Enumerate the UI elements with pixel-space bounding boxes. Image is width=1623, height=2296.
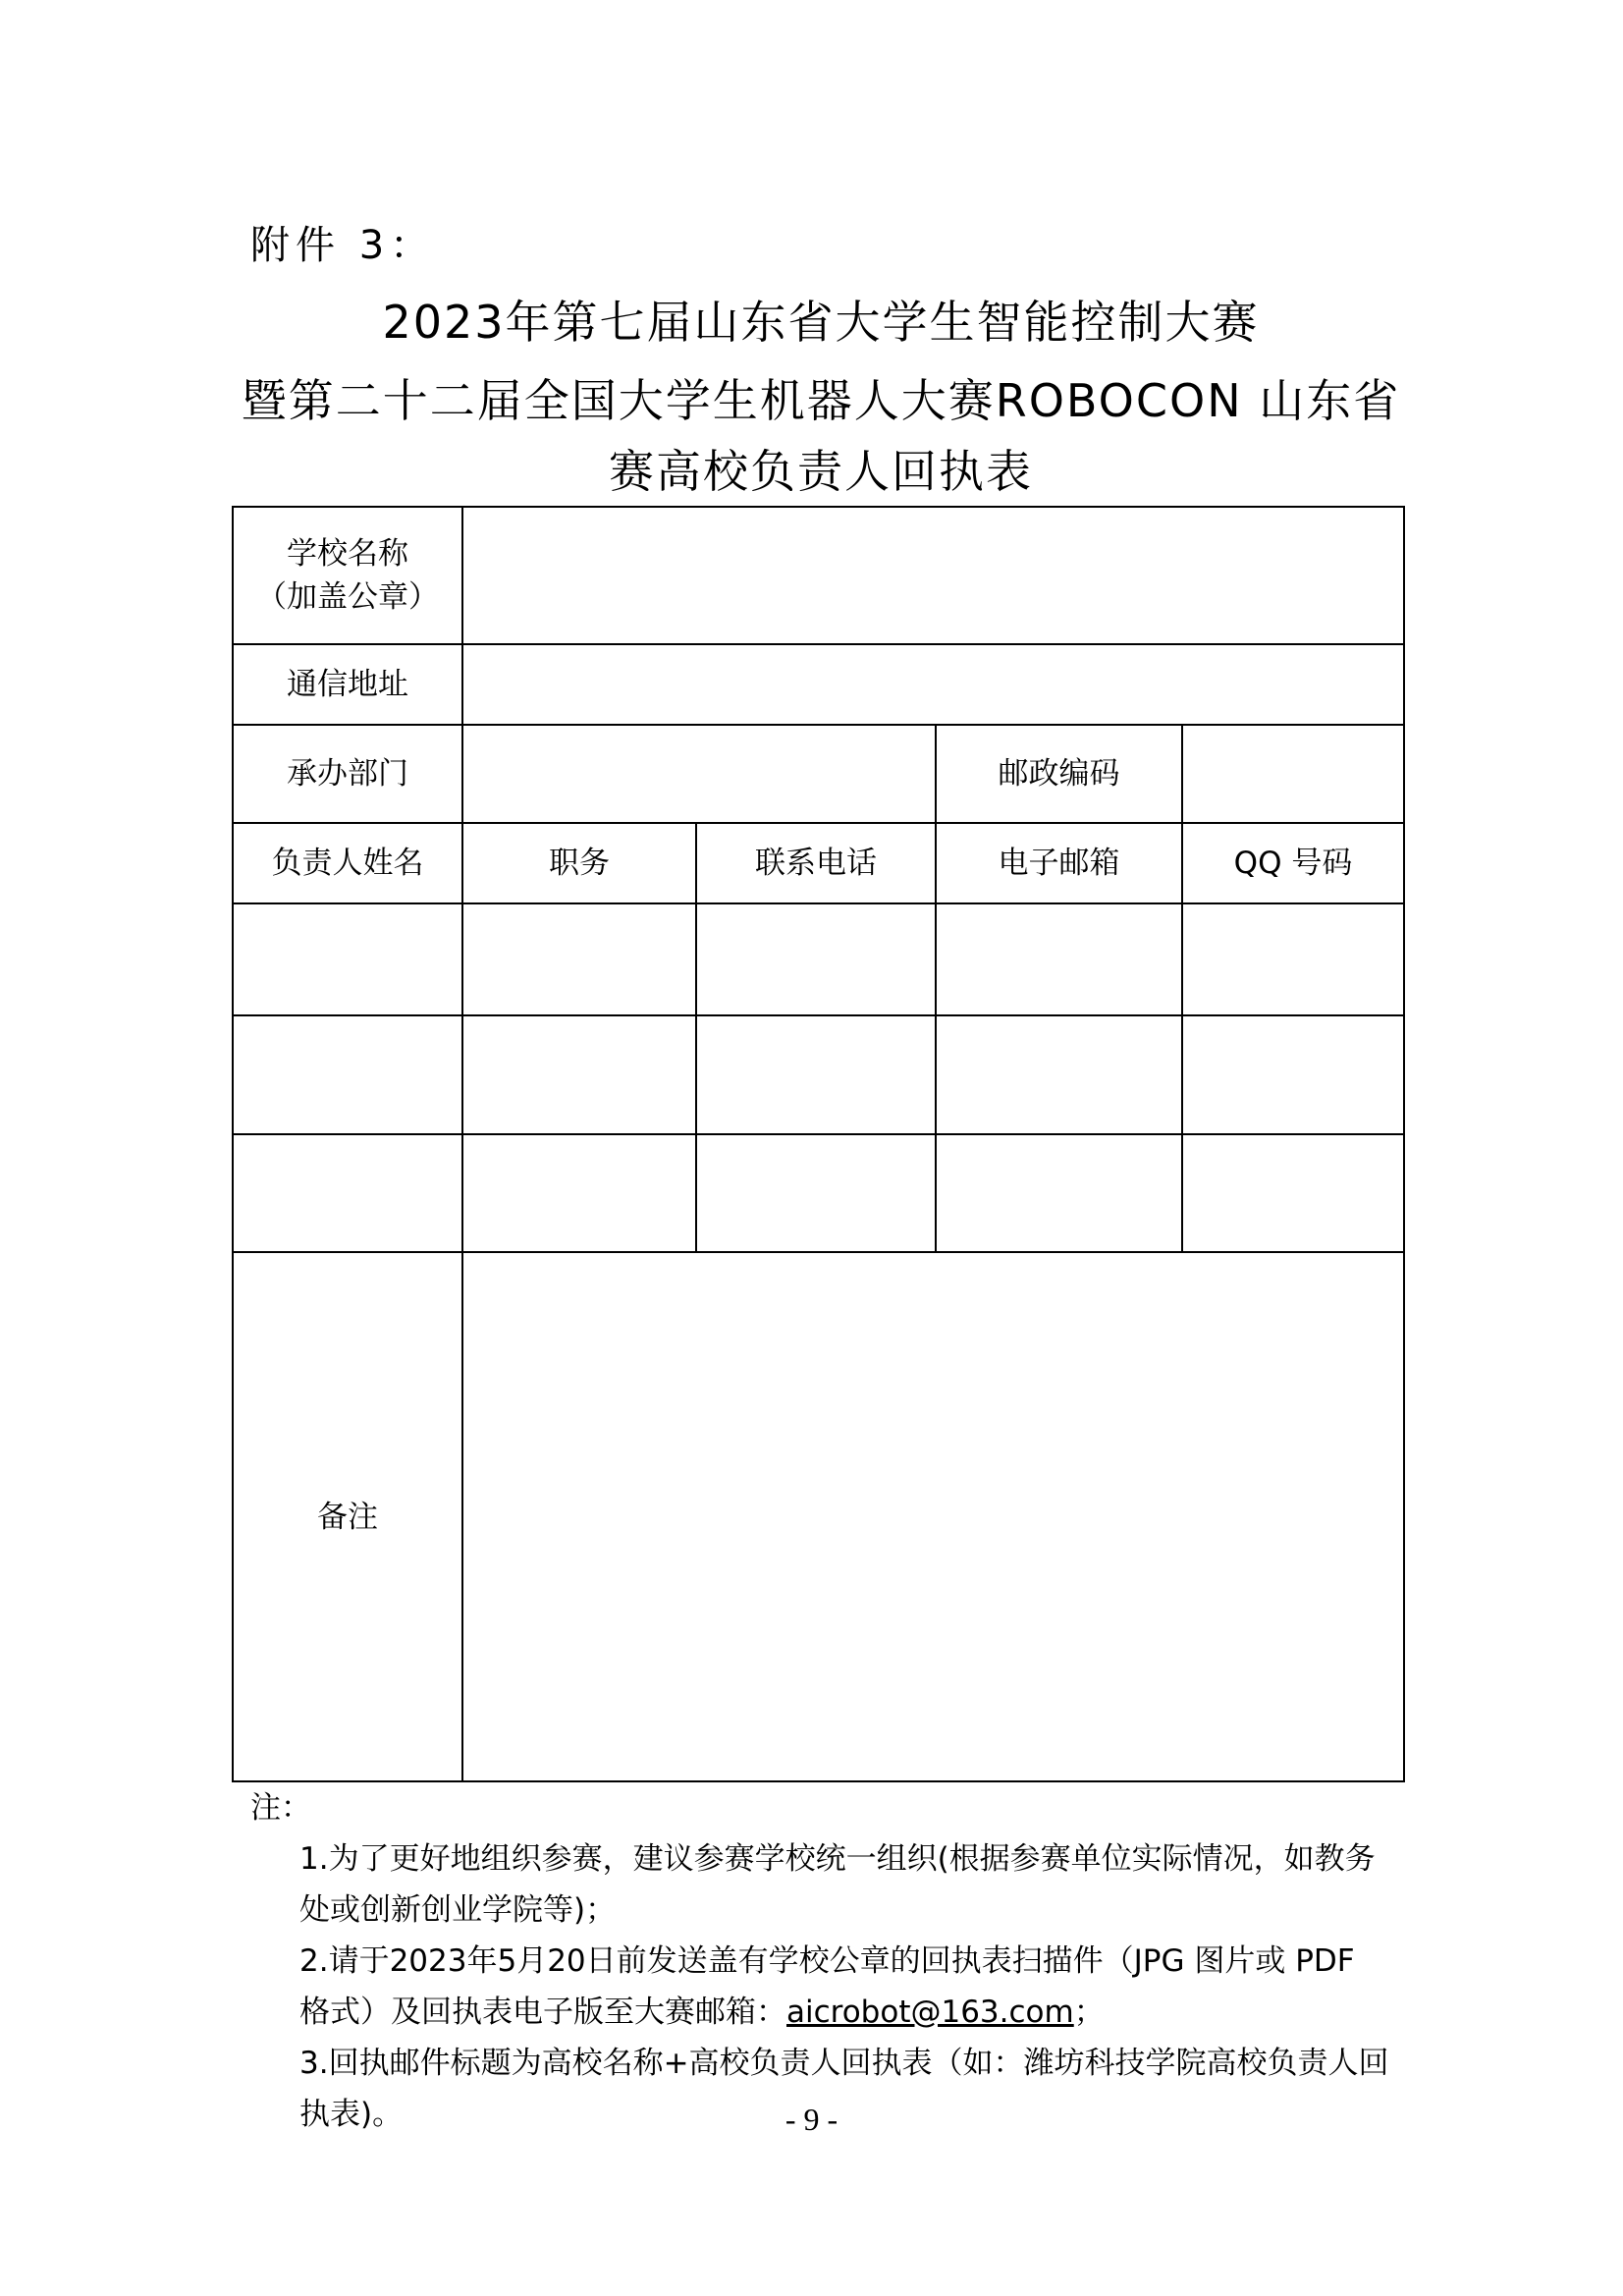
department-row <box>233 725 1404 823</box>
department-field[interactable] <box>462 725 936 823</box>
contact-position-field[interactable] <box>462 1015 696 1134</box>
postal-code-field[interactable] <box>1182 725 1404 823</box>
column-header-name: 负责人姓名 <box>233 823 462 903</box>
title-line-1: 2023年第七届山东省大学生智能控制大赛 <box>382 296 1260 349</box>
note-item-2-end: ； <box>1073 1995 1105 2030</box>
contact-email-field[interactable] <box>936 903 1182 1015</box>
school-name-field[interactable] <box>462 507 1404 644</box>
school-name-sublabel: （加盖公章） <box>256 579 439 615</box>
contact-phone-field[interactable] <box>696 1015 936 1134</box>
contact-phone-field[interactable] <box>696 903 936 1015</box>
address-row <box>233 644 1404 725</box>
receipt-form-table <box>232 506 1405 1782</box>
department-label: 承办部门 <box>233 725 462 823</box>
column-header-email: 电子邮箱 <box>936 823 1182 903</box>
remarks-label: 备注 <box>233 1252 462 1781</box>
contact-email-field[interactable] <box>936 1134 1182 1252</box>
contact-row <box>233 1134 1404 1252</box>
school-name-label: 学校名称 <box>287 536 408 572</box>
title-line-3: 赛高校负责人回执表 <box>609 445 1033 498</box>
remarks-row <box>233 1252 1404 1781</box>
page-number: - 9 - <box>784 2102 839 2137</box>
column-header-position: 职务 <box>462 823 696 903</box>
school-name-row <box>233 507 1404 644</box>
note-item-3: 3.回执邮件标题为高校名称+高校负责人回执表（如：潍坊科技学院高校负责人回执表)。 <box>299 2046 1389 2132</box>
contact-name-field[interactable] <box>233 1015 462 1134</box>
contact-row <box>233 1015 1404 1134</box>
note-item-1: 1.为了更好地组织参赛，建议参赛学校统一组织(根据参赛单位实际情况，如教务处或创新创业学院等)； <box>299 1841 1376 1928</box>
title-line-2: 暨第二十二届全国大学生机器人大赛ROBOCON 山东省 <box>241 374 1401 427</box>
contact-position-field[interactable] <box>462 903 696 1015</box>
contact-phone-field[interactable] <box>696 1134 936 1252</box>
contact-name-field[interactable] <box>233 903 462 1015</box>
address-field[interactable] <box>462 644 1404 725</box>
postal-code-label: 邮政编码 <box>936 725 1182 823</box>
attachment-label: 附件 3： <box>250 223 436 268</box>
column-header-phone: 联系电话 <box>696 823 936 903</box>
contact-name-field[interactable] <box>233 1134 462 1252</box>
contact-position-field[interactable] <box>462 1134 696 1252</box>
address-label: 通信地址 <box>233 644 462 725</box>
contest-email-link[interactable]: aicrobot@163.com <box>786 1995 1074 2030</box>
contact-qq-field[interactable] <box>1182 1134 1404 1252</box>
contact-qq-field[interactable] <box>1182 1015 1404 1134</box>
note-item-2-text: 2.请于2023年5月20日前发送盖有学校公章的回执表扫描件（JPG 图片或 PDF 格式）及回执表电子版至大赛邮箱： <box>299 1943 1355 2030</box>
school-name-label-cell <box>233 507 462 644</box>
contact-email-field[interactable] <box>936 1015 1182 1134</box>
remarks-field[interactable] <box>462 1252 1404 1781</box>
notes-section <box>250 1782 1389 2140</box>
contact-header-row <box>233 823 1404 903</box>
column-header-qq: QQ 号码 <box>1182 823 1404 903</box>
notes-heading: 注： <box>250 1790 311 1826</box>
contact-row <box>233 903 1404 1015</box>
note-item-2 <box>250 1936 1389 2038</box>
contact-qq-field[interactable] <box>1182 903 1404 1015</box>
